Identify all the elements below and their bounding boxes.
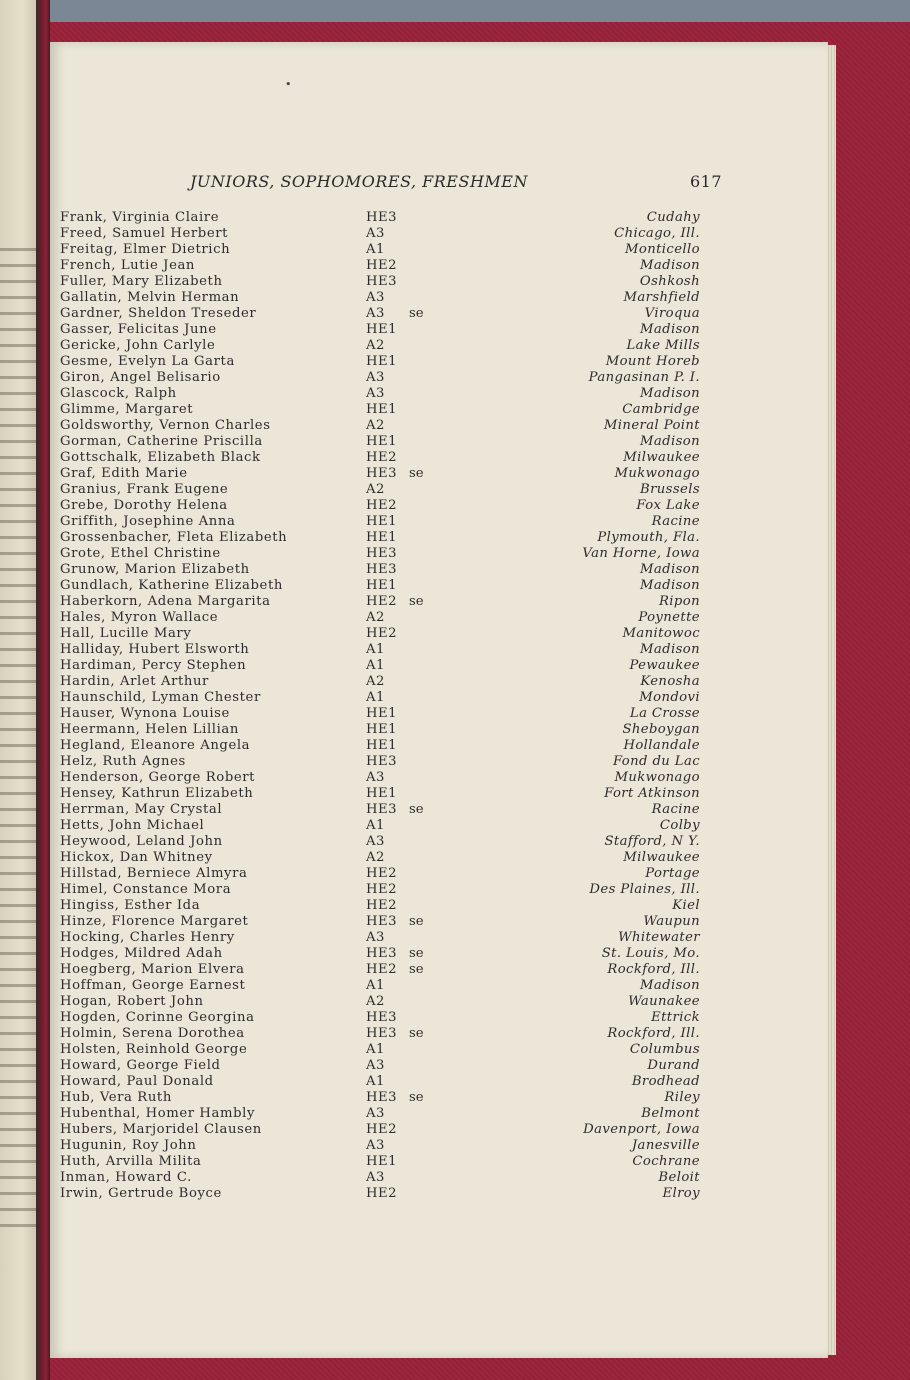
student-name: Griffith, Josephine Anna [60,514,236,529]
page-number: 617 [689,172,722,191]
list-item [60,418,700,434]
hometown: Madison [639,386,700,401]
course-code: HE3 [366,466,398,481]
student-name: Hall, Lucille Mary [60,626,192,641]
hometown: Manitowoc [622,626,700,641]
student-name: Hales, Myron Wallace [60,610,219,625]
list-item [60,306,700,322]
status-flag: se [409,946,424,961]
student-name: Hub, Vera Ruth [60,1090,172,1105]
hometown: Beloit [658,1170,700,1185]
hometown: Rockford, Ill. [607,1026,700,1041]
list-item [60,850,700,866]
course-code: HE2 [366,962,398,977]
list-item [60,642,700,658]
student-name: Hingiss, Esther Ida [60,898,201,913]
course-code: HE2 [366,1186,398,1201]
course-code: A2 [366,482,385,497]
course-code: HE2 [366,1122,398,1137]
list-item [60,1170,700,1186]
course-code: HE2 [366,498,398,513]
course-code: A3 [366,1058,385,1073]
list-item [60,1154,700,1170]
list-item [60,914,700,930]
student-name: Grote, Ethel Christine [60,546,221,561]
list-item [60,1010,700,1026]
course-code: HE3 [366,274,398,289]
status-flag: se [409,306,424,321]
list-item [60,786,700,802]
hometown: Madison [639,978,700,993]
student-name: Gottschalk, Elizabeth Black [60,450,261,465]
course-code: A1 [366,242,385,257]
hometown: Madison [639,322,700,337]
hometown: Madison [639,258,700,273]
student-name: Henderson, George Robert [60,770,256,785]
hometown: Fort Atkinson [604,786,700,801]
list-item [60,434,700,450]
list-item [60,706,700,722]
hometown: Waupun [643,914,700,929]
student-name: Hocking, Charles Henry [60,930,235,945]
course-code: HE1 [366,530,398,545]
student-name: Grossenbacher, Fleta Elizabeth [60,530,288,545]
student-name: Granius, Frank Eugene [60,482,229,497]
hometown: Rockford, Ill. [607,962,700,977]
hometown: Portage [645,866,700,881]
book-spine [36,0,50,1380]
student-name: Huth, Arvilla Milita [60,1154,202,1169]
list-item [60,1186,700,1202]
student-name: Gorman, Catherine Priscilla [60,434,263,449]
course-code: HE1 [366,738,398,753]
student-name: Irwin, Gertrude Boyce [60,1186,222,1201]
student-name: Halliday, Hubert Elsworth [60,642,250,657]
course-code: HE1 [366,722,398,737]
hometown: Stafford, N Y. [604,834,700,849]
hometown: Cochrane [632,1154,700,1169]
list-item [60,610,700,626]
ink-speck: • [285,78,292,91]
list-item [60,658,700,674]
list-item [60,386,700,402]
course-code: HE2 [366,450,398,465]
student-name: Hodges, Mildred Adah [60,946,223,961]
hometown: Chicago, Ill. [614,226,700,241]
course-code: A1 [366,818,385,833]
course-code: HE1 [366,578,398,593]
list-item [60,498,700,514]
list-item [60,1122,700,1138]
list-item [60,322,700,338]
course-code: A3 [366,386,385,401]
student-name: Helz, Ruth Agnes [60,754,186,769]
list-item [60,450,700,466]
student-name: Haunschild, Lyman Chester [60,690,261,705]
hometown: Van Horne, Iowa [582,546,700,561]
hometown: Hollandale [623,738,700,753]
hometown: Davenport, Iowa [583,1122,700,1137]
student-name: Hoegberg, Marion Elvera [60,962,245,977]
student-name: Hardin, Arlet Arthur [60,674,209,689]
status-flag: se [409,962,424,977]
course-code: A1 [366,642,385,657]
hometown: Whitewater [618,930,700,945]
course-code: HE3 [366,1090,398,1105]
hometown: Riley [664,1090,700,1105]
course-code: A1 [366,1042,385,1057]
hometown: Marshfield [623,290,700,305]
course-code: A3 [366,370,385,385]
list-item [60,210,700,226]
student-name: Gardner, Sheldon Treseder [60,306,257,321]
student-name: Grunow, Marion Elizabeth [60,562,250,577]
hometown: Racine [651,514,700,529]
course-code: HE2 [366,626,398,641]
course-code: HE1 [366,1154,398,1169]
course-code: A3 [366,834,385,849]
student-name: Holsten, Reinhold George [60,1042,248,1057]
course-code: A1 [366,978,385,993]
course-code: A3 [366,930,385,945]
student-name: Hugunin, Roy John [60,1138,197,1153]
course-code: A3 [366,306,385,321]
hometown: Kenosha [640,674,700,689]
list-item [60,690,700,706]
list-item [60,354,700,370]
hometown: Durand [647,1058,700,1073]
hometown: Mukwonago [614,466,700,481]
student-name: Hogan, Robert John [60,994,204,1009]
course-code: HE3 [366,802,398,817]
course-code: A2 [366,994,385,1009]
hometown: Des Plaines, Ill. [589,882,700,897]
hometown: Viroqua [644,306,700,321]
hometown: Plymouth, Fla. [597,530,700,545]
course-code: HE3 [366,210,398,225]
student-name: French, Lutie Jean [60,258,196,273]
hometown: Ripon [658,594,700,609]
course-code: A3 [366,1138,385,1153]
list-item [60,274,700,290]
student-name: Graf, Edith Marie [60,466,188,481]
running-header [190,172,730,196]
student-name: Giron, Angel Belisario [60,370,221,385]
student-name: Glascock, Ralph [60,386,177,401]
course-code: HE1 [366,322,398,337]
course-code: HE3 [366,1010,398,1025]
hometown: Cudahy [646,210,700,225]
status-flag: se [409,1026,424,1041]
header-title: JUNIORS, SOPHOMORES, FRESHMEN [190,172,528,191]
course-code: HE1 [366,786,398,801]
student-name: Hardiman, Percy Stephen [60,658,247,673]
student-list [60,210,700,1202]
student-name: Heywood, Leland John [60,834,223,849]
course-code: HE1 [366,434,398,449]
list-item [60,930,700,946]
student-name: Hetts, John Michael [60,818,205,833]
hometown: Fox Lake [636,498,700,513]
hometown: Fond du Lac [612,754,700,769]
course-code: A2 [366,418,385,433]
hometown: Colby [659,818,700,833]
hometown: Pewaukee [629,658,700,673]
list-item [60,1074,700,1090]
student-name: Gasser, Felicitas June [60,322,217,337]
course-code: A1 [366,658,385,673]
course-code: HE1 [366,402,398,417]
course-code: HE2 [366,258,398,273]
student-name: Hinze, Florence Margaret [60,914,249,929]
hometown: Madison [639,578,700,593]
status-flag: se [409,466,424,481]
course-code: HE2 [366,882,398,897]
course-code: A2 [366,674,385,689]
student-name: Hickox, Dan Whitney [60,850,213,865]
course-code: A2 [366,610,385,625]
hometown: Elroy [662,1186,700,1201]
list-item [60,258,700,274]
left-page-edge [0,0,40,1380]
student-name: Hegland, Eleanore Angela [60,738,251,753]
course-code: HE3 [366,1026,398,1041]
course-code: HE3 [366,946,398,961]
student-name: Howard, George Field [60,1058,221,1073]
list-item [60,1058,700,1074]
list-item [60,834,700,850]
hometown: Brodhead [631,1074,700,1089]
list-item [60,370,700,386]
list-item [60,994,700,1010]
course-code: A1 [366,1074,385,1089]
student-name: Hoffman, George Earnest [60,978,246,993]
list-item [60,290,700,306]
list-item [60,866,700,882]
student-name: Gesme, Evelyn La Garta [60,354,235,369]
list-item [60,1090,700,1106]
student-name: Hogden, Corinne Georgina [60,1010,255,1025]
list-item [60,530,700,546]
student-name: Herrman, May Crystal [60,802,223,817]
student-name: Grebe, Dorothy Helena [60,498,228,513]
course-code: HE1 [366,514,398,529]
list-item [60,738,700,754]
student-name: Freed, Samuel Herbert [60,226,229,241]
student-name: Hauser, Wynona Louise [60,706,230,721]
list-item [60,594,700,610]
list-item [60,466,700,482]
student-name: Fuller, Mary Elizabeth [60,274,223,289]
hometown: St. Louis, Mo. [601,946,700,961]
hometown: Milwaukee [623,450,700,465]
hometown: Mount Horeb [605,354,700,369]
list-item [60,978,700,994]
student-name: Heermann, Helen Lillian [60,722,239,737]
course-code: A3 [366,770,385,785]
hometown: Poynette [638,610,700,625]
student-name: Glimme, Margaret [60,402,194,417]
course-code: A3 [366,1106,385,1121]
student-name: Howard, Paul Donald [60,1074,214,1089]
student-name: Himel, Constance Mora [60,882,232,897]
list-item [60,882,700,898]
hometown: Kiel [672,898,700,913]
course-code: A2 [366,850,385,865]
hometown: Monticello [624,242,700,257]
list-item [60,1026,700,1042]
hometown: Waunakee [628,994,700,1009]
hometown: Mondovi [639,690,700,705]
hometown: Oshkosh [639,274,700,289]
list-item [60,802,700,818]
list-item [60,626,700,642]
hometown: Milwaukee [623,850,700,865]
hometown: Lake Mills [626,338,700,353]
status-flag: se [409,1090,424,1105]
list-item [60,818,700,834]
student-name: Haberkorn, Adena Margarita [60,594,271,609]
hometown: Mineral Point [603,418,700,433]
list-item [60,562,700,578]
hometown: Madison [639,434,700,449]
hometown: Madison [639,642,700,657]
course-code: HE1 [366,706,398,721]
course-code: HE2 [366,866,398,881]
course-code: A3 [366,1170,385,1185]
list-item [60,754,700,770]
course-code: HE2 [366,898,398,913]
student-name: Freitag, Elmer Dietrich [60,242,231,257]
student-name: Hensey, Kathrun Elizabeth [60,786,254,801]
list-item [60,722,700,738]
list-item [60,578,700,594]
course-code: A3 [366,290,385,305]
student-name: Inman, Howard C. [60,1170,192,1185]
course-code: HE3 [366,914,398,929]
student-name: Gericke, John Carlyle [60,338,216,353]
course-code: HE3 [366,562,398,577]
student-name: Goldsworthy, Vernon Charles [60,418,271,433]
list-item [60,1106,700,1122]
list-item [60,242,700,258]
course-code: A2 [366,338,385,353]
student-name: Gundlach, Katherine Elizabeth [60,578,283,593]
list-item [60,1042,700,1058]
hometown: La Crosse [629,706,700,721]
course-code: HE3 [366,546,398,561]
book-page [50,42,828,1358]
student-name: Hubenthal, Homer Hambly [60,1106,256,1121]
hometown: Racine [651,802,700,817]
list-item [60,898,700,914]
list-item [60,546,700,562]
hometown: Sheboygan [622,722,700,737]
student-name: Hillstad, Berniece Almyra [60,866,248,881]
list-item [60,674,700,690]
list-item [60,226,700,242]
list-item [60,402,700,418]
list-item [60,338,700,354]
list-item [60,770,700,786]
list-item [60,514,700,530]
hometown: Ettrick [651,1010,700,1025]
student-name: Frank, Virginia Claire [60,210,220,225]
list-item [60,962,700,978]
hometown: Madison [639,562,700,577]
hometown: Pangasinan P. I. [588,370,700,385]
list-item [60,1138,700,1154]
student-name: Holmin, Serena Dorothea [60,1026,245,1041]
list-item [60,946,700,962]
course-code: HE2 [366,594,398,609]
hometown: Brussels [639,482,700,497]
status-flag: se [409,594,424,609]
hometown: Janesville [631,1138,700,1153]
student-name: Hubers, Marjoridel Clausen [60,1122,262,1137]
student-name: Gallatin, Melvin Herman [60,290,240,305]
status-flag: se [409,914,424,929]
course-code: HE1 [366,354,398,369]
left-page-text-bleed [0,240,40,1240]
course-code: A1 [366,690,385,705]
hometown: Columbus [629,1042,700,1057]
hometown: Belmont [641,1106,700,1121]
status-flag: se [409,802,424,817]
course-code: HE3 [366,754,398,769]
hometown: Cambridge [622,402,700,417]
list-item [60,482,700,498]
hometown: Mukwonago [614,770,700,785]
course-code: A3 [366,226,385,241]
